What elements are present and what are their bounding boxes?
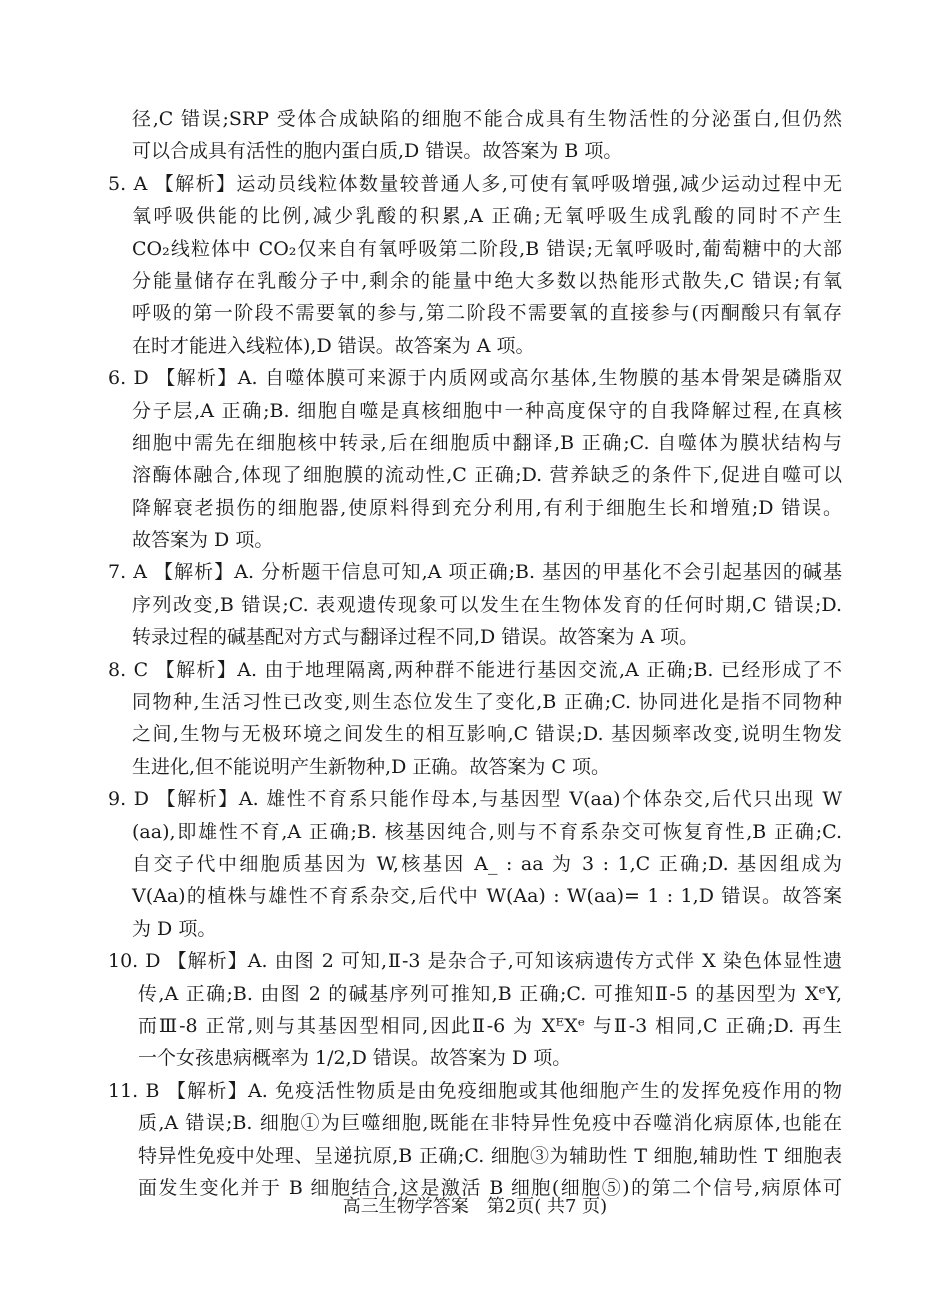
text-line: 9. D 【解析】A. 雄性不育系只能作母本,与基因型 V(aa)个体杂交,后代只出现 W [108,788,842,811]
text-line: 呼吸的第一阶段不需要氧的参与,第二阶段不需要氧的直接参与(丙酮酸只有氧存 [132,302,842,325]
text-line: 氧呼吸供能的比例,减少乳酸的积累,A 正确;无氧呼吸生成乳酸的同时不产生 [132,205,842,228]
text-line: 质,A 错误;B. 细胞①为巨噬细胞,既能在非特异性免疫中吞噬消化病原体,也能在 [138,1112,842,1135]
text-line: 为 D 项。 [132,917,217,940]
text-line: 6. D 【解析】A. 自噬体膜可来源于内质网或高尔基体,生物膜的基本骨架是磷脂双 [108,367,842,390]
text-line: 生进化,但不能说明产生新物种,D 正确。故答案为 C 项。 [132,755,610,778]
text-line: 传,A 正确;B. 由图 2 的碱基序列可推知,B 正确;C. 可推知Ⅱ-5 的基因型为 XᵉY, [138,982,842,1005]
text-line: 自交子代中细胞质基因为 W,核基因 A_ : aa 为 3 : 1,C 正确;D. 基因组成为 [132,852,842,875]
text-line: 在时才能进入线粒体),D 错误。故答案为 A 项。 [132,334,535,357]
text-line: 面发生变化并于 B 细胞结合,这是激活 B 细胞(细胞⑤)的第二个信号,病原体可 [138,1176,842,1199]
text-line: 分子层,A 正确;B. 细胞自噬是真核细胞中一种高度保守的自我降解过程,在真核 [132,399,842,422]
text-line: 10. D 【解析】A. 由图 2 可知,Ⅱ-3 是杂合子,可知该病遗传方式伴 X 染色体显性遗 [108,950,842,973]
text-line: 降解衰老损伤的细胞器,使原料得到充分利用,有利于细胞生长和增殖;D 错误。 [132,496,842,519]
text-line: 可以合成具有活性的胞内蛋白质,D 错误。故答案为 B 项。 [132,140,623,163]
text-line: 溶酶体融合,体现了细胞膜的流动性,C 正确;D. 营养缺乏的条件下,促进自噬可以 [132,464,842,487]
text-line: 转录过程的碱基配对方式与翻译过程不同,D 错误。故答案为 A 项。 [132,626,699,649]
text-line: 5. A 【解析】运动员线粒体数量较普通人多,可使有氧呼吸增强,减少运动过程中无 [108,172,842,195]
text-line: 细胞中需先在细胞核中转录,后在细胞质中翻译,B 正确;C. 自噬体为膜状结构与 [132,431,842,454]
text-line: CO₂线粒体中 CO₂仅来自有氧呼吸第二阶段,B 错误;无氧呼吸时,葡萄糖中的大部 [132,237,842,260]
text-line: V(Aa)的植株与雄性不育系杂交,后代中 W(Aa) : W(aa)= 1 : 1,D 错误。故答案 [132,885,842,908]
text-line: 径,C 错误;SRP 受体合成缺陷的细胞不能合成具有生物活性的分泌蛋白,但仍然 [132,108,842,130]
text-line: 而Ⅲ-8 正常,则与其基因型相同,因此Ⅱ-6 为 XᴱXᵉ 与Ⅱ-3 相同,C 正确;D. 再生 [138,1014,842,1037]
text-line: 特异性免疫中处理、呈递抗原,B 正确;C. 细胞③为辅助性 T 细胞,辅助性 T 细胞表 [138,1144,842,1167]
text-line: 序列改变,B 错误;C. 表观遗传现象可以发生在生物体发育的任何时期,C 错误;D. [132,593,842,616]
page-footer: 高三生物学答案 第2页( 共7 页) [342,1196,608,1217]
text-line: 11. B 【解析】A. 免疫活性物质是由免疫细胞或其他细胞产生的发挥免疫作用的物 [108,1079,842,1102]
document-body [108,103,842,1204]
text-line: 分能量储存在乳酸分子中,剩余的能量中绝大多数以热能形式散失,C 错误;有氧 [132,269,842,292]
text-line: (aa),即雄性不育,A 正确;B. 核基因纯合,则与不育系杂交可恢复育性,B 正确;C. [132,820,842,843]
text-line: 7. A 【解析】A. 分析题干信息可知,A 项正确;B. 基因的甲基化不会引起基因的碱基 [108,561,842,584]
text-line: 故答案为 D 项。 [132,529,274,552]
text-line: 一个女孩患病概率为 1/2,D 错误。故答案为 D 项。 [138,1047,572,1070]
text-line: 同物种,生活习性已改变,则生态位发生了变化,B 正确;C. 协同进化是指不同物种 [132,691,842,714]
text-line: 之间,生物与无极环境之间发生的相互影响,C 错误;D. 基因频率改变,说明生物发 [132,723,842,746]
text-line: 8. C 【解析】A. 由于地理隔离,两种群不能进行基因交流,A 正确;B. 已经形成了不 [108,658,842,681]
